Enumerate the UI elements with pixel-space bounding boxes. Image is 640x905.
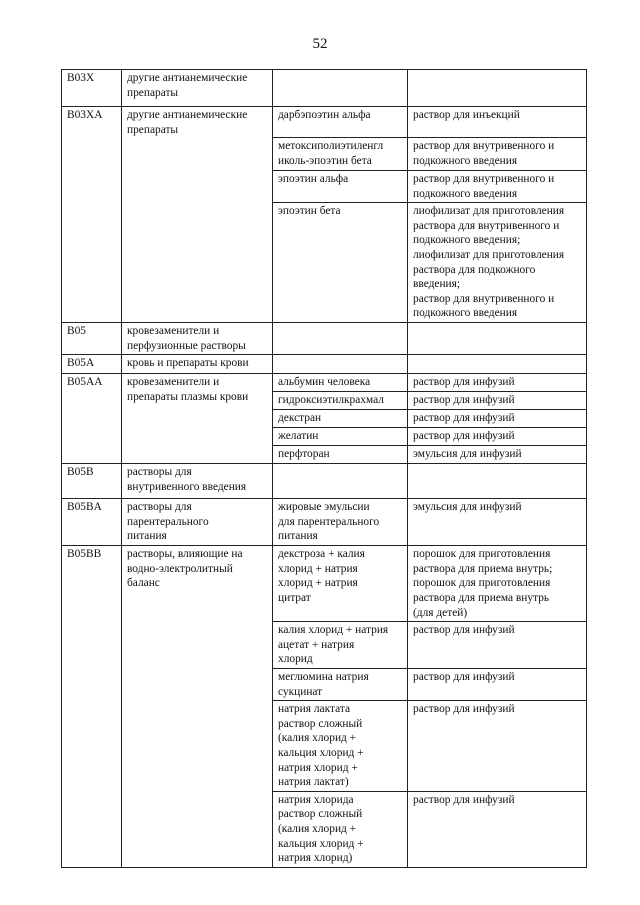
form-cell: эмульсия для инфузий [408,446,587,464]
form-cell: раствор для внутривенного и подкожного введения [408,138,587,171]
form-cell: лиофилизат для приготовления раствора для внутривенного и подкожного введения; лиофилизат для приготовления раствора для подкожного введения; раствор для внутривенного и подкожного введения [408,203,587,323]
table-row [62,70,587,107]
table-row [62,107,587,138]
group-cell: растворы для парентерального питания [122,499,273,546]
substance-cell [273,322,408,354]
substance-cell [273,70,408,107]
form-cell: раствор для инфузий [408,374,587,392]
form-cell: раствор для внутривенного и подкожного введения [408,171,587,203]
form-cell: раствор для инфузий [408,622,587,669]
form-cell [408,355,587,374]
substance-cell: жировые эмульсии для парентерального питания [273,499,408,546]
form-cell: раствор для инфузий [408,428,587,446]
table-row [62,322,587,354]
substance-cell: эпоэтин альфа [273,171,408,203]
substance-cell [273,464,408,499]
atc-code-cell: B05B [62,464,122,499]
substance-cell: перфторан [273,446,408,464]
form-cell: порошок для приготовления раствора для приема внутрь; порошок для приготовления раствора для приема внутрь (для детей) [408,546,587,622]
table-row [62,546,587,622]
substance-cell: меглюмина натрия сукцинат [273,669,408,701]
group-cell: кровь и препараты крови [122,355,273,374]
table-row [62,464,587,499]
substance-cell: калия хлорид + натрия ацетат + натрия хлорид [273,622,408,669]
form-cell: раствор для инфузий [408,791,587,867]
substance-cell: декстроза + калия хлорид + натрия хлорид + натрия цитрат [273,546,408,622]
page-number: 52 [312,36,328,52]
form-cell: раствор для инъекций [408,107,587,138]
substance-cell: дарбэпоэтин альфа [273,107,408,138]
substance-cell [273,355,408,374]
group-cell: кровезаменители и перфузионные растворы [122,322,273,354]
atc-code-cell: B03X [62,70,122,107]
group-cell: другие антианемические препараты [122,107,273,323]
atc-code-cell: B05BA [62,499,122,546]
group-cell: растворы для внутривенного введения [122,464,273,499]
table-row [62,374,587,392]
atc-code-cell: B05BB [62,546,122,868]
atc-code-cell: B05AA [62,374,122,464]
drug-table [61,69,587,868]
group-cell: кровезаменители и препараты плазмы крови [122,374,273,464]
form-cell: раствор для инфузий [408,410,587,428]
substance-cell: эпоэтин бета [273,203,408,323]
substance-cell: альбумин человека [273,374,408,392]
substance-cell: гидроксиэтилкрахмал [273,392,408,410]
substance-cell: декстран [273,410,408,428]
table-row [62,499,587,546]
form-cell: раствор для инфузий [408,669,587,701]
substance-cell: желатин [273,428,408,446]
form-cell: эмульсия для инфузий [408,499,587,546]
form-cell: раствор для инфузий [408,701,587,792]
form-cell: раствор для инфузий [408,392,587,410]
group-cell: другие антианемические препараты [122,70,273,107]
substance-cell: натрия лактата раствор сложный (калия хлорид + кальция хлорид + натрия хлорид + натрия лактат) [273,701,408,792]
group-cell: растворы, влияющие на водно-электролитный баланс [122,546,273,868]
atc-code-cell: B05A [62,355,122,374]
atc-code-cell: B03XA [62,107,122,323]
atc-code-cell: B05 [62,322,122,354]
table-row [62,355,587,374]
form-cell [408,464,587,499]
substance-cell: метоксиполиэтиленгл иколь-эпоэтин бета [273,138,408,171]
substance-cell: натрия хлорида раствор сложный (калия хлорид + кальция хлорид + натрия хлорид) [273,791,408,867]
form-cell [408,322,587,354]
form-cell [408,70,587,107]
